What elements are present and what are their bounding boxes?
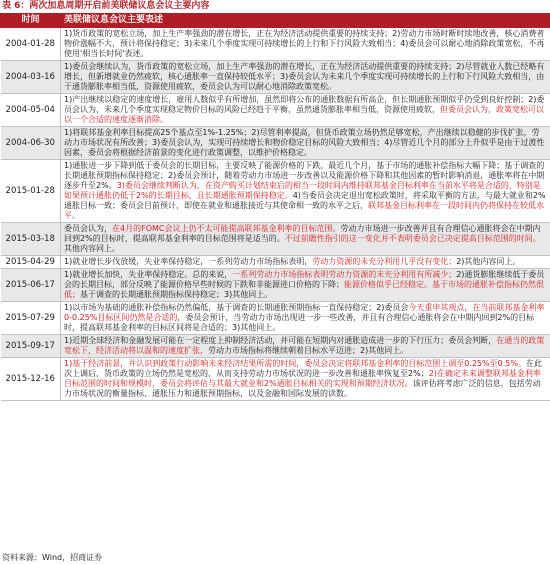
highlighted-text: 不过前瞻性指引的这一变化并不表明委员会已决定提高目标范围的时间。	[284, 234, 541, 243]
row-date: 2015-09-17	[1, 335, 61, 358]
statement-text: 1)通胀进一步下降到低于委员会的长期目标，主要反映了能源价格的下跌。最近几个月，基于市场的通胀补偿指标大幅下降；基于调查的长期通胀预期指标保持稳定；2)委员会预计，随着劳动力市场进一步改善以及能源价格下降和其他因素的暂时影响消退，通胀率将在中期逐步升至2%。	[64, 161, 545, 190]
source-note: 资料来源：Wind，招商证券	[2, 553, 103, 562]
statement-text: 1)近期全球经济和金融发展可能在一定程度上抑制经济活动，并可能在短期内对通胀造成进一步的下行压力；委员会判断，	[64, 336, 497, 345]
row-date: 2015-03-18	[1, 223, 61, 256]
row-statement	[61, 256, 550, 269]
highlighted-text: 但委员会认为，政策宽松可以以一个合适的速度逐渐消除。	[64, 105, 544, 124]
statement-text: 1)以市场为基础的通胀补偿指标仍然偏低，基于调查的长期通胀预期指标一直保持稳定；2)委员会	[64, 303, 409, 312]
statement-text: 1)产出继续以稳定的速度增长，雇用人数似乎有所增加，虽然即将公布的通胀数据有所高企，但长期通胀预期似乎仍受到良好控制；2)委员会认为，未来几个季度实现稳定物价目标的风险已经趋于平衡，虽然通货膨胀率相当低，资源使用疲软，	[64, 95, 545, 114]
table-row	[1, 256, 550, 269]
row-statement	[61, 223, 550, 256]
header-date: 时间	[1, 14, 61, 28]
table-row	[1, 160, 550, 223]
row-statement	[61, 94, 550, 127]
statement-text: 1)就业增长步伐放缓，失业率保持稳定，一系列劳动力市场指标表明，	[64, 257, 313, 266]
statement-text: 劳动力市场指标将继续朝着目标水平迈进；2)其他同上。	[208, 346, 409, 355]
statement-text: 4)当委员会决定退出宽松政策时，将采取平衡的方法，与最大就业和2%通胀目标一致；委员会目前预计，即使在就业和通胀接近与其使命相一致的水平之后，	[64, 191, 546, 210]
header-row	[1, 14, 550, 28]
highlighted-text: 在通当的政策宽松下，经济活动将以温和的速度扩张，	[64, 336, 545, 355]
statement-text: 劳动力市场进一步改善并且有合理信心通胀将会在中期内回到2%的目标时，提高联邦基金利率的目标范围将是适当的。	[64, 224, 541, 243]
row-statement	[61, 335, 550, 358]
header-statement: 美联储议息会议主要表述	[61, 14, 550, 28]
statement-text: 1)就业增长加快，失业率保持稳定。总的来说，	[64, 270, 233, 279]
statement-text: 2)通货膨胀继续低于委员会的长期目标，部分反映了能源价格早些时候的下跌和非能源进口价格的下降；	[64, 270, 545, 289]
row-date: 2015-06-17	[1, 269, 61, 302]
table-row	[1, 302, 550, 335]
table-row	[1, 335, 550, 358]
statement-text: 该评估将考虑广泛的信息，包括劳动力市场状况的衡量指标、通胀压力和通胀预期指标，以及金融和国际发展的读数。	[64, 379, 541, 398]
highlighted-text: 今天重申其观点，在当前联邦基金利率0-0.25%目标区间仍然是合适的	[64, 303, 545, 322]
table-row	[1, 28, 550, 61]
table-row	[1, 223, 550, 256]
statement-text: 基于调查的长期通胀预期指标保持稳定；3)其他同上。	[80, 290, 273, 299]
row-date: 2004-06-30	[1, 127, 61, 160]
highlighted-text: 能源价格似乎已经稳定。基于市场的通胀补偿指标仍然很低；	[64, 280, 544, 299]
statement-text: 1)将联邦基金利率目标提高25个基点至1%-1.25%；2)尽管利率提高，但货币政策立场仍然足够宽松，产出继续以稳健的步伐扩张，劳动力市场状况有所改善；3)委员会认为，实现可持续增长和物价稳定目标的风险大致相当；4)尽管近几个月的部分上升似乎是由于过渡性因素，委员会将根据经济前景的变化进行政策调整，以维护价格稳定。	[64, 128, 545, 157]
row-date: 2015-04-29	[1, 256, 61, 269]
statement-text: 其他内容同上。	[64, 244, 120, 253]
table-row	[1, 358, 550, 401]
table-row	[1, 94, 550, 127]
table-caption: 表 6：两次加息周期开启前美联储议息会议主要内容	[2, 1, 210, 11]
row-statement	[61, 269, 550, 302]
fomc-statements-table	[0, 13, 550, 401]
statement-text: ，委员会预计，当劳动力市场出现进一步一些改善，并且有合理信心通胀将会在中期内回到2%的目标时，提高联邦基金利率的目标区间将是合适的；3)其他同上。	[64, 313, 535, 332]
highlighted-text: 1)基于经济前景，并认识到政策行动影响未来经济结果所需的时间，委员会决定将联邦基金利率的目标范围上调至0.25%至0.5%。	[64, 359, 526, 368]
statement-text: 在此次上调后，货币政策的立场仍然是宽松的，从而支持劳动力市场状况的进一步改善和通胀率恢复至2%；	[64, 359, 542, 378]
row-statement	[61, 358, 550, 401]
highlighted-text: 联邦基金目标利率在一段时间内仍将保持在较低水平。	[64, 201, 544, 220]
row-statement	[61, 302, 550, 335]
statement-text: 2)其他内容同上。	[456, 257, 521, 266]
highlighted-text: 一系列劳动力市场指标表明劳动力资源的未充分利用有所减少；	[232, 270, 457, 279]
highlighted-text: 2)在确定未来调整联邦基金利率目标范围的时间和规模时，委员会将评估与其最大就业和2%通胀目标相关的实现和预期经济状况。	[64, 369, 541, 388]
highlighted-text: 在4月的FOMC会议上仍不太可能提高联邦基金利率的目标范围。	[112, 224, 341, 233]
highlighted-text: 劳动力资源的未充分利用几乎没有变化；	[312, 257, 457, 266]
row-statement	[61, 127, 550, 160]
table-row	[1, 127, 550, 160]
row-statement	[61, 28, 550, 61]
row-date: 2015-07-29	[1, 302, 61, 335]
highlighted-text: 3)委员会继续判断认为，在资产购买计划结束后的相当一段时间内维持联邦基金目标利率在当前水平将是合适的，特别是如果预计通胀仍低于2%的长期目标，且长期通胀预期保持稳定。	[64, 181, 541, 200]
row-statement	[61, 160, 550, 223]
table-body	[1, 28, 550, 401]
table-row	[1, 61, 550, 94]
row-statement	[61, 61, 550, 94]
row-date: 2004-01-28	[1, 28, 61, 61]
row-date: 2004-05-04	[1, 94, 61, 127]
row-date: 2004-03-16	[1, 61, 61, 94]
statement-text: 1)委员会继续认为，货币政策的宽松立场，加上生产率强劲的潜在增长，正在为经济活动提供重要的持续支持；2)尽管就业人数已经略有增长，但新增就业仍然疲软，核心通胀率一直保持较低水平；3)委员会认为未来几个季度实现可持续增长的上行和下行风险大致相当，由于通货膨胀率相当低，资源使用疲软，委员会认为可以耐心地消除政策宽松。	[64, 62, 545, 91]
row-date: 2015-12-16	[1, 358, 61, 401]
statement-text: 委员会认为，	[64, 224, 112, 233]
table-row	[1, 269, 550, 302]
statement-text: 1)货币政策的宽松立场，加上生产率强劲的潜在增长，正在为经济活动提供重要的持续支持；2)劳动力市场时断时续地改善，核心消费者物价涨幅不大，预计将保持稳定；3)未来几个季度实现可持续增长的上行和下行风险大致相当；4)委员会可以耐心地消除政策宽松，不再使用'相当长时间'表述。	[64, 29, 545, 58]
row-date: 2015-01-28	[1, 160, 61, 223]
